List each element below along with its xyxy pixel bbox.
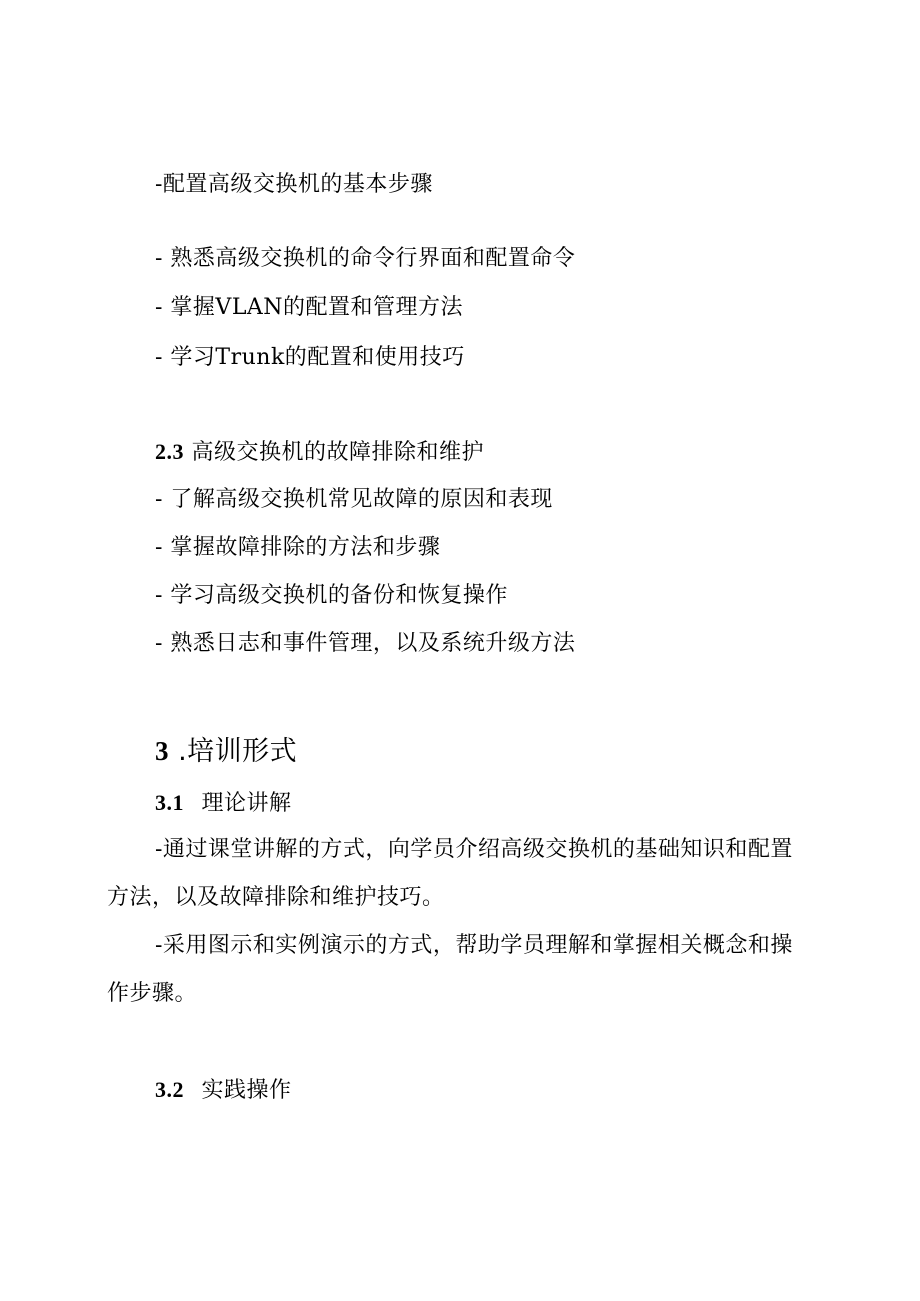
list-item: - 掌握VLAN的配置和管理方法	[155, 295, 464, 320]
section-number: 3.1	[155, 790, 184, 815]
list-item: - 学习Trunk的配置和使用技巧	[155, 345, 465, 370]
paragraph: -通过课堂讲解的方式，向学员介绍高级交换机的基础知识和配置方法，以及故障排除和维护技巧。	[107, 837, 793, 910]
list-item: - 熟悉日志和事件管理，以及系统升级方法	[155, 631, 576, 656]
section-number: 3	[155, 736, 169, 766]
section-title: 高级交换机的故障排除和维护	[191, 440, 485, 465]
section-2-3-heading	[155, 437, 484, 468]
list-item: - 了解高级交换机常见故障的原因和表现	[155, 487, 553, 512]
section-3-2-heading	[155, 1075, 292, 1106]
section-number: 2.3	[155, 439, 184, 464]
list-item: - 学习高级交换机的备份和恢复操作	[155, 583, 508, 608]
paragraph: -采用图示和实例演示的方式，帮助学员理解和掌握相关概念和操作步骤。	[107, 933, 793, 1006]
list-item: - 熟悉高级交换机的命令行界面和配置命令	[155, 246, 576, 271]
section-title: .培训形式	[178, 736, 298, 767]
section-3-1-heading	[155, 788, 292, 819]
section-number: 3.2	[155, 1077, 184, 1102]
list-item: - 掌握故障排除的方法和步骤	[155, 535, 441, 560]
section-title: 理论讲解	[201, 791, 292, 816]
section-3-heading	[155, 734, 297, 769]
section-2-2-intro-line: -配置高级交换机的基本步骤	[155, 172, 433, 197]
section-title: 实践操作	[201, 1078, 292, 1103]
